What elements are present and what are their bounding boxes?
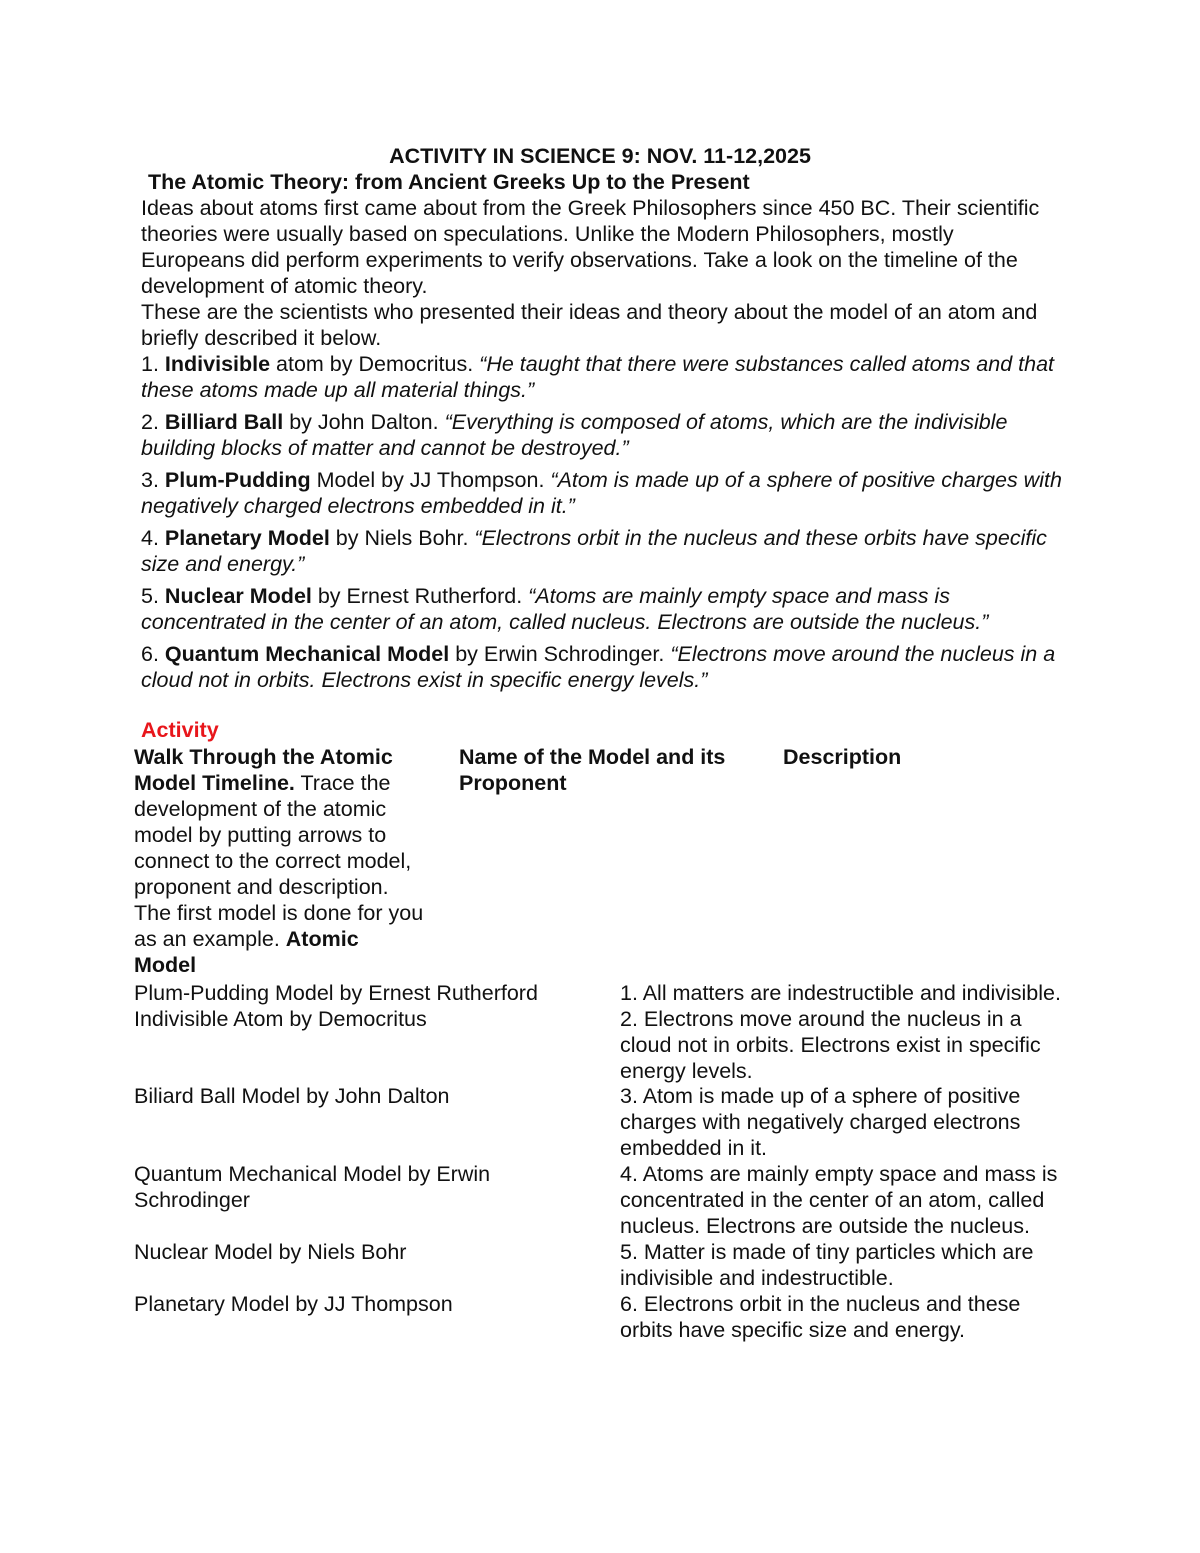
model-item-2: [141, 409, 1071, 461]
intro-paragraph-2: These are the scientists who presented their ideas and theory about the model of an atom and briefly described it below.: [141, 300, 1038, 350]
model-proponent: Model by JJ Thompson.: [310, 468, 551, 492]
model-item-1: [141, 351, 1071, 403]
match-left-item-5: Nuclear Model by Niels Bohr: [134, 1240, 407, 1264]
model-number: 2.: [141, 410, 159, 434]
match-left-item-6: Planetary Model by JJ Thompson: [134, 1292, 453, 1316]
match-right-item-1: 1. All matters are indestructible and indivisible.: [620, 981, 1061, 1005]
model-name: Quantum Mechanical Model: [164, 642, 450, 666]
model-proponent: atom by Democritus.: [270, 352, 480, 376]
model-item-5: [141, 583, 1071, 635]
instructions-text: Trace the development of the atomic model by putting arrows to connect to the correct model, proponent and description. The first model is done for you as an example.: [134, 771, 424, 951]
page-subtitle: The Atomic Theory: from Ancient Greeks Up to the Present: [148, 170, 750, 194]
model-item-3: [141, 467, 1071, 519]
model-quote: “Atom is made up of a sphere of positive charges with negatively charged electrons embedded in it.”: [141, 468, 1062, 518]
atomic-model-column-header: Atomic Model: [134, 927, 359, 977]
instructions-title: Walk Through the Atomic Model Timeline.: [134, 745, 393, 795]
match-right-item-6: 6. Electrons orbit in the nucleus and these orbits have specific size and energy.: [620, 1292, 1021, 1342]
model-number: 5.: [141, 584, 159, 608]
match-right-item-3: 3. Atom is made up of a sphere of positive charges with negatively charged electrons embedded in it.: [620, 1084, 1021, 1160]
model-proponent: by John Dalton.: [283, 410, 445, 434]
page-title: ACTIVITY IN SCIENCE 9: NOV. 11-12,2025: [389, 144, 811, 168]
model-name: Billiard Ball: [164, 410, 284, 434]
model-quote: “Atoms are mainly empty space and mass is concentrated in the center of an atom, called nucleus. Electrons are outside the nucleus.”: [141, 584, 989, 634]
match-right-item-4: 4. Atoms are mainly empty space and mass is concentrated in the center of an atom, called nucleus. Electrons are outside the nucleus.: [620, 1162, 1058, 1238]
intro-section: [141, 195, 1061, 351]
model-quote: “Everything is composed of atoms, which are the indivisible building blocks of matter and cannot be destroyed.”: [141, 410, 1008, 460]
model-item-4: [141, 525, 1071, 577]
model-quote: “Electrons orbit in the nucleus and these orbits have specific size and energy.”: [141, 526, 1047, 576]
model-number: 1.: [141, 352, 159, 376]
match-left-item-3: Biliard Ball Model by John Dalton: [134, 1084, 450, 1108]
match-left-item-4: Quantum Mechanical Model by Erwin Schrodinger: [134, 1162, 491, 1212]
model-proponent: by Niels Bohr.: [329, 526, 475, 550]
match-right-item-2: 2. Electrons move around the nucleus in a cloud not in orbits. Electrons exist in specific energy levels.: [620, 1007, 1041, 1083]
model-number: 6.: [141, 642, 159, 666]
name-column-header: Name of the Model and its Proponent: [459, 745, 726, 795]
description-column-header: Description: [783, 745, 902, 769]
model-proponent: by Erwin Schrodinger.: [449, 642, 671, 666]
model-name: Nuclear Model: [164, 584, 312, 608]
model-item-6: [141, 641, 1071, 693]
match-left-item-1: Plum-Pudding Model by Ernest Rutherford: [134, 981, 538, 1005]
model-quote: “He taught that there were substances called atoms and that these atoms made up all material things.”: [141, 352, 1055, 402]
model-quote: “Electrons move around the nucleus in a cloud not in orbits. Electrons exist in specific energy levels.”: [141, 642, 1056, 692]
model-name: Indivisible: [164, 352, 271, 376]
model-proponent: by Ernest Rutherford.: [311, 584, 529, 608]
model-number: 3.: [141, 468, 159, 492]
activity-heading: Activity: [141, 718, 219, 742]
model-name: Planetary Model: [164, 526, 330, 550]
match-right-item-5: 5. Matter is made of tiny particles which are indivisible and indestructible.: [620, 1240, 1034, 1290]
model-number: 4.: [141, 526, 159, 550]
intro-paragraph-1: Ideas about atoms first came about from the Greek Philosophers since 450 BC. Their scientific theories were usually based on speculations. Unlike the Modern Philosophers, mostly Europeans did perform experiments to verify observations. Take a look on the timeline of the development of atomic theory.: [141, 196, 1040, 298]
model-name: Plum-Pudding: [164, 468, 311, 492]
activity-instructions: [134, 744, 424, 978]
match-left-item-2: Indivisible Atom by Democritus: [134, 1007, 427, 1031]
